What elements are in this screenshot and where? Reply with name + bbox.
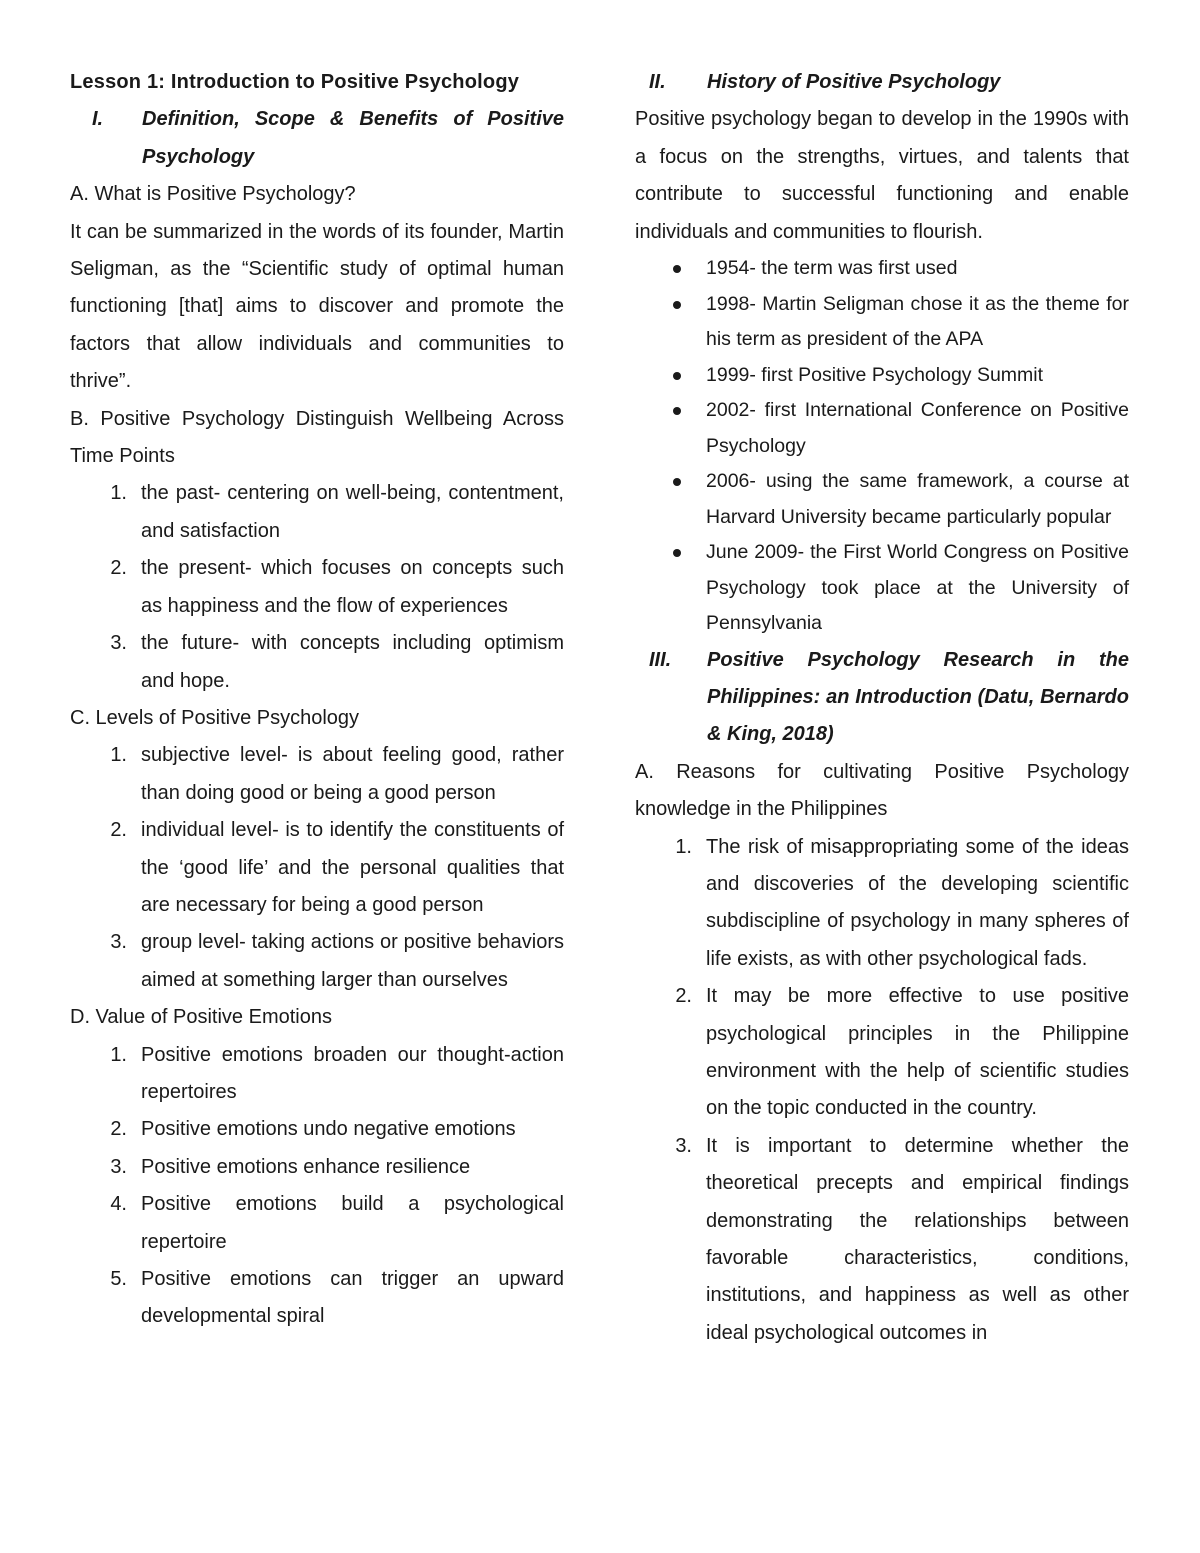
emotions-list (70, 1037, 564, 1336)
time-points-list (70, 475, 564, 699)
item-number: 3. (110, 632, 127, 655)
item-text: The risk of misappropriating some of the ideas and discoveries of the developing scientific subdiscipline of psychology in many spheres of life exists, as with other psychological fads. (706, 835, 1129, 970)
item-text: Positive emotions build a psychological repertoire (141, 1193, 564, 1253)
history-timeline-list (635, 251, 1129, 642)
list-item (70, 737, 564, 812)
item-number: 2. (110, 1118, 127, 1141)
bullet-icon (635, 393, 706, 464)
list-item (70, 1037, 564, 1112)
item-text: the present- which focuses on concepts such as happiness and the flow of experiences (141, 557, 564, 617)
timeline-item (635, 358, 1129, 394)
section-1-title: Definition, Scope & Benefits of Positive Psychology (142, 108, 564, 168)
timeline-text: 2006- using the same framework, a course at Harvard University became particularly popular (706, 470, 1129, 528)
lesson-title: Lesson 1: Introduction to Positive Psychology (70, 71, 520, 93)
item-text: Positive emotions undo negative emotions (141, 1118, 516, 1141)
section-3-title: Positive Psychology Research in the Philippines: an Introduction (Datu, Bernardo & King, 2018) (707, 648, 1129, 746)
timeline-item (635, 535, 1129, 642)
bullet-icon (635, 287, 706, 358)
timeline-item (635, 287, 1129, 358)
subheading-reasons: A. Reasons for cultivating Positive Psychology knowledge in the Philippines (635, 760, 1129, 821)
item-number: 1. (110, 1043, 127, 1066)
list-item (635, 1128, 1129, 1352)
item-text: subjective level- is about feeling good, rather than doing good or being a good person (141, 744, 564, 804)
list-item (70, 1261, 564, 1336)
list-item (70, 1149, 564, 1186)
list-item (635, 978, 1129, 1128)
item-number: 3. (110, 931, 127, 954)
item-text: Positive emotions broaden our thought-action repertoires (141, 1043, 564, 1103)
list-item (70, 475, 564, 550)
item-number: 1. (675, 835, 692, 858)
list-item (70, 812, 564, 924)
section-1-heading (70, 101, 564, 176)
bullet-icon (635, 358, 706, 394)
item-text: the past- centering on well-being, contentment, and satisfaction (141, 482, 564, 542)
item-number: 2. (110, 557, 127, 580)
item-number: 1. (110, 482, 127, 505)
timeline-text: 1954- the term was first used (706, 257, 958, 280)
timeline-item (635, 251, 1129, 287)
right-column (635, 64, 1129, 1352)
bullet-icon (635, 464, 706, 535)
list-item (70, 1186, 564, 1261)
item-text: It may be more effective to use positive psychological principles in the Philippine environment with the help of scientific studies on the topic conducted in the country. (706, 985, 1129, 1120)
item-number: 1. (110, 744, 127, 767)
item-number: 3. (110, 1155, 127, 1178)
item-number: 4. (110, 1193, 127, 1216)
timeline-item (635, 464, 1129, 535)
item-text: Positive emotions enhance resilience (141, 1155, 471, 1178)
section-3-number: III. (649, 648, 672, 671)
list-item (70, 924, 564, 999)
subheading-a: A. What is Positive Psychology? (70, 183, 356, 206)
timeline-text: 2002- first International Conference on Positive Psychology (706, 399, 1129, 457)
list-item (70, 625, 564, 700)
section-2-title: History of Positive Psychology (707, 71, 1001, 93)
list-item (70, 1111, 564, 1148)
item-text: It is important to determine whether the theoretical precepts and empirical findings demonstrating the relationships between favorable characteristics, conditions, institutions, and happiness as well as other ideal psychological outcomes in (706, 1134, 1129, 1344)
list-item (70, 550, 564, 625)
item-text: group level- taking actions or positive behaviors aimed at something larger than ourselves (141, 931, 564, 991)
definition-paragraph: It can be summarized in the words of its founder, Martin Seligman, as the “Scientific study of optimal human functioning [that] aims to discover and promote the factors that allow individuals and communities to thrive”. (70, 220, 564, 393)
timeline-text: June 2009- the First World Congress on Positive Psychology took place at the University of Pennsylvania (706, 541, 1129, 635)
timeline-text: 1999- first Positive Psychology Summit (706, 363, 1044, 386)
bullet-icon (635, 251, 706, 287)
item-text: the future- with concepts including optimism and hope. (141, 632, 564, 692)
item-text: individual level- is to identify the constituents of the ‘good life’ and the personal qualities that are necessary for being a good person (141, 819, 564, 916)
timeline-text: 1998- Martin Seligman chose it as the theme for his term as president of the APA (706, 292, 1129, 351)
subheading-d: D. Value of Positive Emotions (70, 1006, 332, 1029)
timeline-item (635, 393, 1129, 464)
levels-list (70, 737, 564, 999)
section-1-number: I. (92, 108, 104, 131)
item-number: 2. (675, 985, 692, 1008)
list-item (635, 829, 1129, 979)
reasons-list (635, 829, 1129, 1353)
item-text: Positive emotions can trigger an upward developmental spiral (141, 1268, 564, 1328)
history-paragraph: Positive psychology began to develop in the 1990s with a focus on the strengths, virtues, and talents that contribute to successful functioning and enable individuals and communities to flourish. (635, 108, 1129, 243)
section-3-heading (635, 642, 1129, 754)
bullet-icon (635, 535, 706, 642)
item-number: 5. (110, 1268, 127, 1290)
item-number: 3. (675, 1134, 692, 1157)
item-number: 2. (110, 819, 127, 842)
subheading-c: C. Levels of Positive Psychology (70, 706, 360, 729)
subheading-b: B. Positive Psychology Distinguish Wellbeing Across Time Points (70, 407, 564, 468)
left-column (70, 64, 564, 1336)
section-2-heading (635, 64, 1129, 101)
section-2-number: II. (649, 71, 666, 93)
